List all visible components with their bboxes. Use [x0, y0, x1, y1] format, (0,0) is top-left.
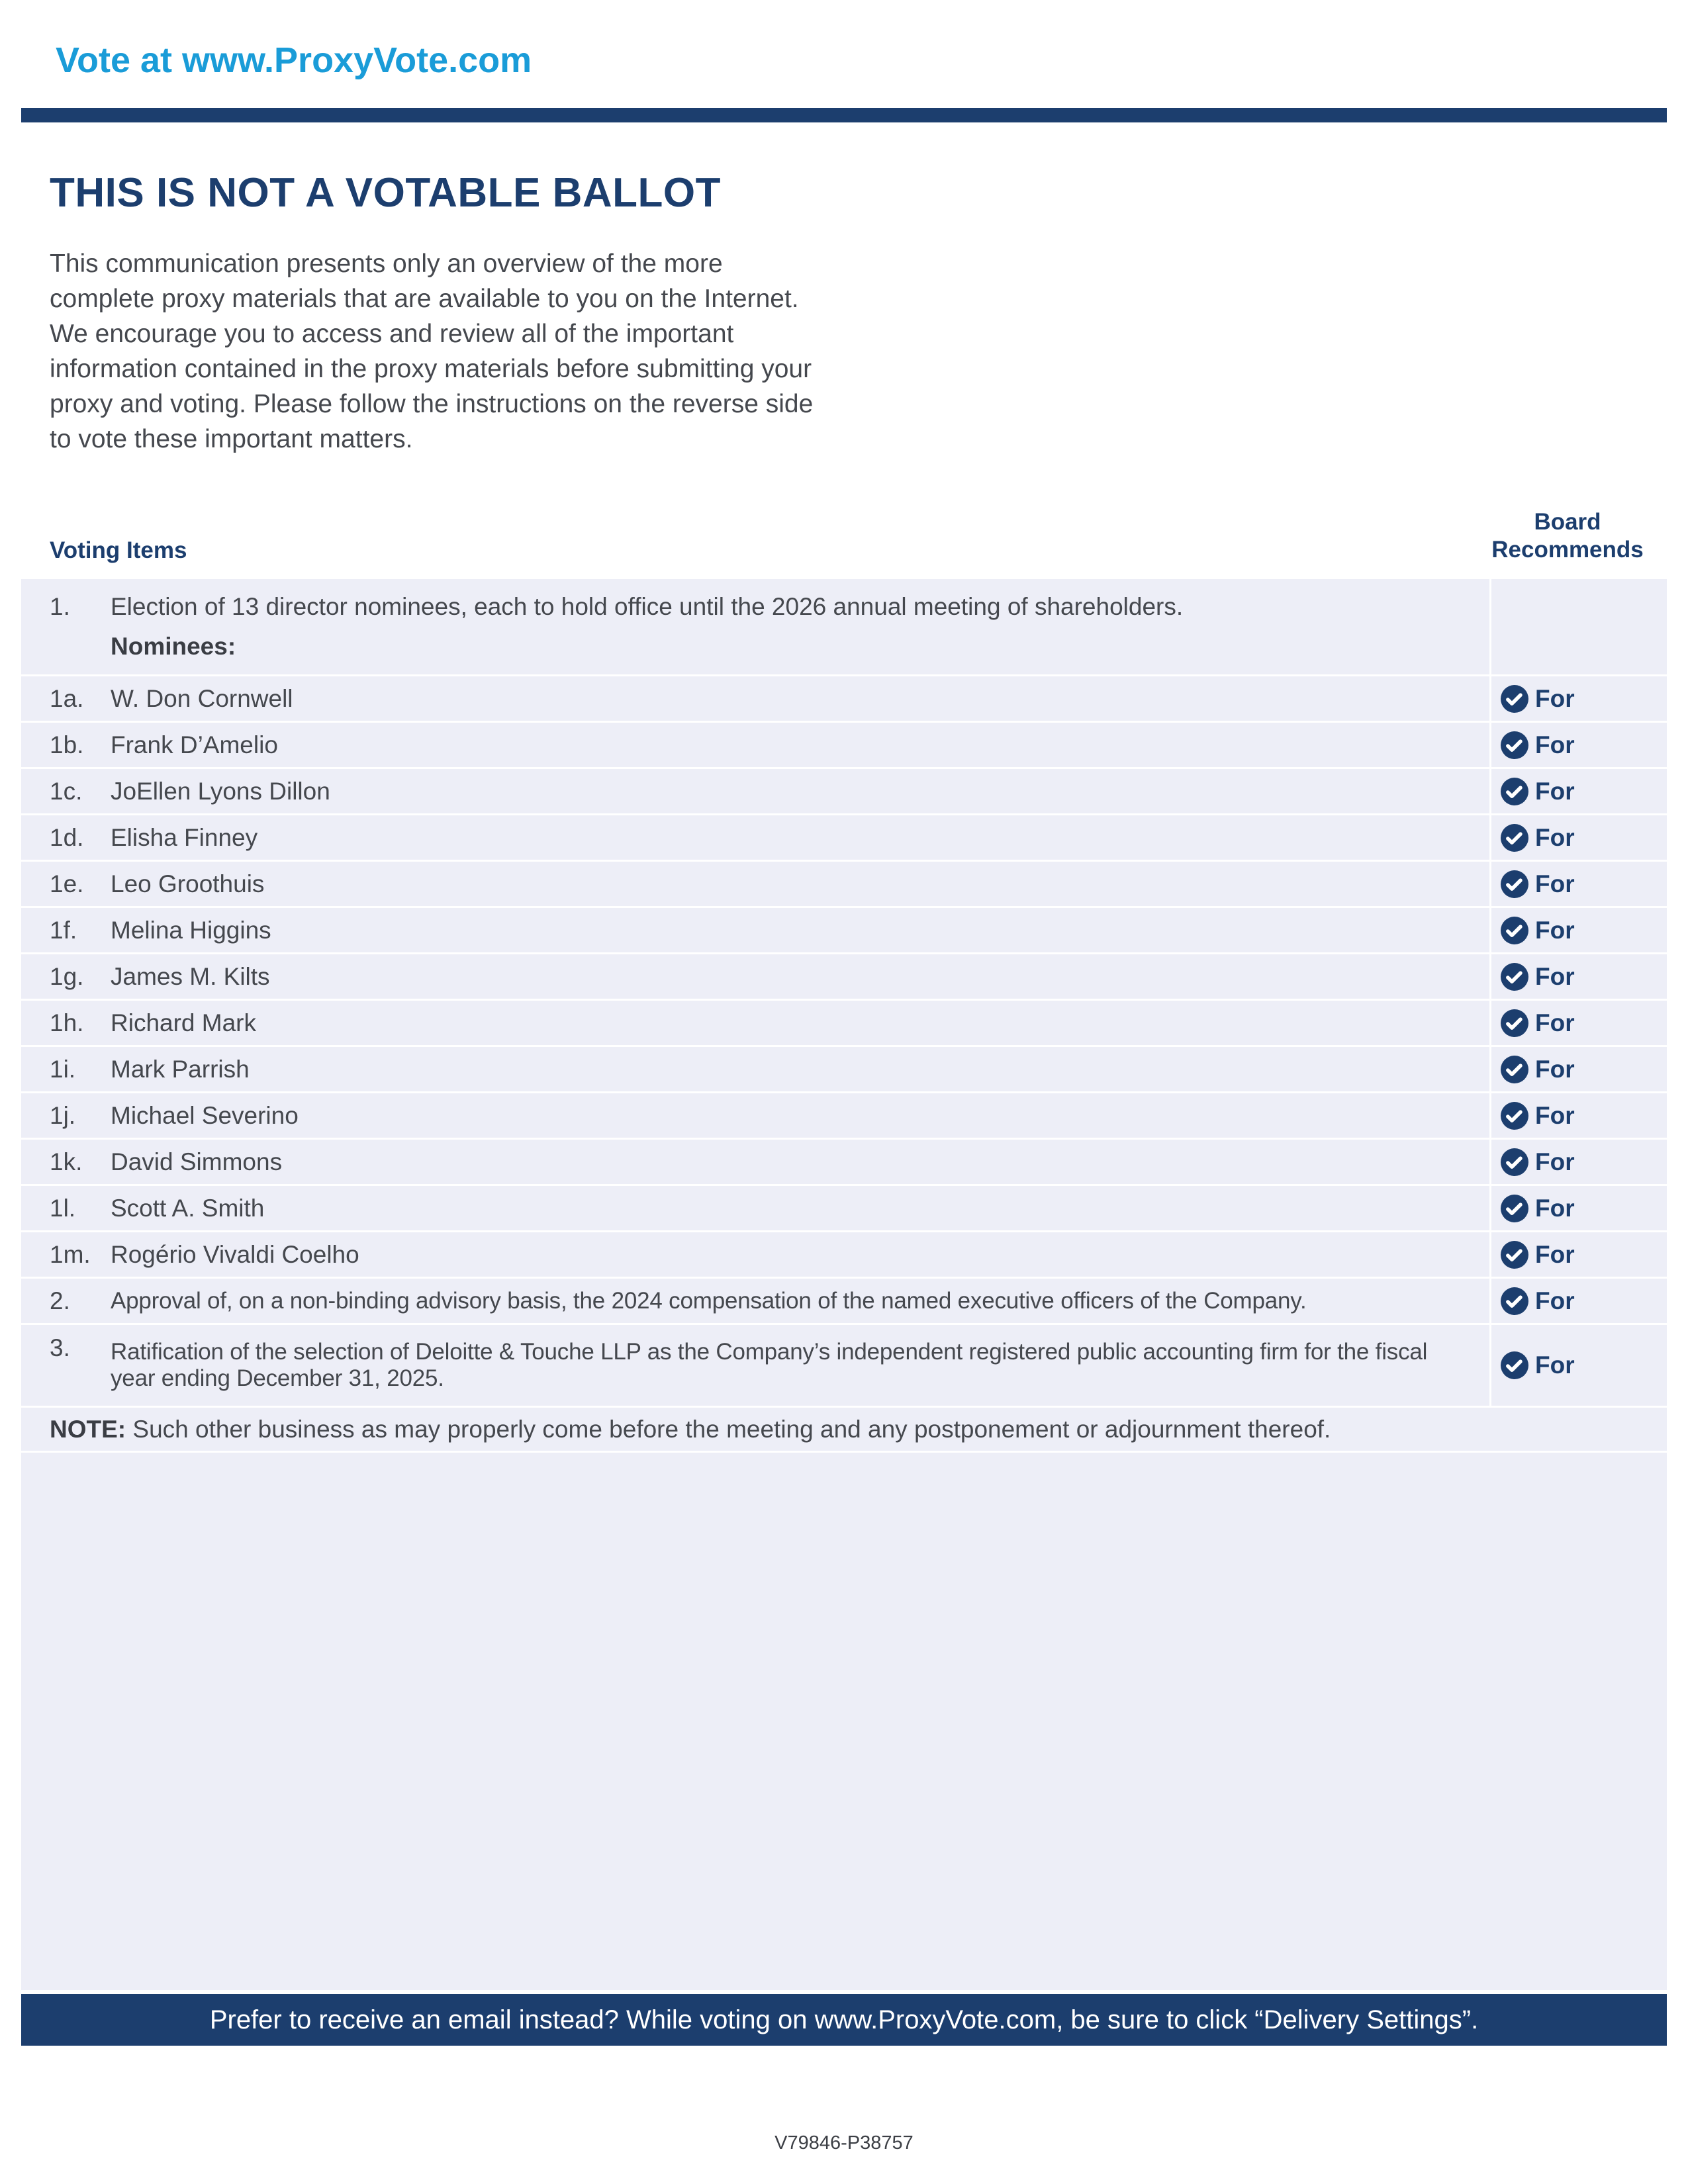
recommendation-label: For [1535, 962, 1575, 990]
note-text: Such other business as may properly come before the meeting and any postponement or adjournment thereof. [132, 1415, 1331, 1443]
board-recommendation-cell [1489, 815, 1667, 860]
board-recommendation-cell [1489, 1001, 1667, 1045]
recommendation-label: For [1535, 777, 1575, 805]
nominee-row [21, 906, 1667, 952]
table-column-headers [21, 503, 1667, 572]
board-recommendation-cell [1489, 908, 1667, 952]
nominee-name: Michael Severino [111, 1101, 299, 1129]
nominee-number: 1f. [50, 916, 77, 944]
board-recommendation-cell [1489, 954, 1667, 999]
page-title: THIS IS NOT A VOTABLE BALLOT [50, 170, 721, 216]
recommendation-label: For [1535, 1101, 1575, 1129]
board-recommendation-cell [1489, 1093, 1667, 1138]
recommendation-label: For [1535, 1351, 1575, 1379]
voting-item-1-row [21, 579, 1667, 674]
check-circle-icon [1501, 824, 1528, 852]
nominee-name: Leo Groothuis [111, 870, 265, 897]
nominee-row [21, 860, 1667, 906]
nominee-name: Rogério Vivaldi Coelho [111, 1240, 359, 1268]
recommendation-label: For [1535, 731, 1575, 758]
check-circle-icon [1501, 1351, 1528, 1379]
nominee-name: W. Don Cornwell [111, 684, 293, 712]
nominee-number: 1l. [50, 1194, 76, 1222]
note-label: NOTE: [50, 1415, 126, 1443]
intro-text: This communication presents only an overview of the more complete proxy materials that are available to you on the Internet. We encourage you to access and review all of the important information contained in the proxy materials before submitting your proxy and voting. Please follow the instructions on the reverse side to vote these important matters. [50, 250, 814, 453]
note-row [21, 1406, 1667, 1451]
recommendation-label: For [1535, 1194, 1575, 1222]
nominee-name: Frank D’Amelio [111, 731, 278, 758]
check-circle-icon [1501, 1195, 1528, 1222]
board-recommendation-cell [1489, 1325, 1667, 1406]
empty-table-area [21, 1451, 1667, 1990]
nominee-number: 1h. [50, 1009, 84, 1036]
document-control-number: V79846-P38757 [774, 2132, 914, 2154]
nominee-name: Elisha Finney [111, 823, 258, 851]
board-recommendation-cell [1489, 676, 1667, 721]
voting-item-3-row [21, 1323, 1667, 1406]
recommendation-label: For [1535, 1009, 1575, 1036]
nominee-number: 1a. [50, 684, 84, 712]
nominee-number: 1i. [50, 1055, 76, 1083]
nominee-name: Mark Parrish [111, 1055, 250, 1083]
nominee-name: Melina Higgins [111, 916, 271, 944]
recommendation-label: For [1535, 916, 1575, 944]
nominee-name: James M. Kilts [111, 962, 270, 990]
nominee-row [21, 1091, 1667, 1138]
nominee-row [21, 1138, 1667, 1184]
item-text: Ratification of the selection of Deloitte & Touche LLP as the Company’s independent registered public accounting firm for the fiscal year ending December 31, 2025. [111, 1339, 1428, 1391]
nominee-number: 1e. [50, 870, 84, 897]
check-circle-icon [1501, 1287, 1528, 1315]
nominees-label: Nominees: [111, 633, 236, 660]
voting-item-2-row [21, 1277, 1667, 1323]
recommendation-label: For [1535, 684, 1575, 712]
nominee-row [21, 767, 1667, 813]
recommendation-label: For [1535, 1148, 1575, 1175]
board-recommendation-cell [1489, 769, 1667, 813]
item-number: 2. [50, 1287, 70, 1314]
check-circle-icon [1501, 917, 1528, 944]
nominee-row [21, 1230, 1667, 1277]
item-text: Election of 13 director nominees, each to hold office until the 2026 annual meeting of shareholders. [111, 593, 1184, 620]
proxyvote-link[interactable]: Vote at www.ProxyVote.com [56, 40, 532, 80]
check-circle-icon [1501, 731, 1528, 759]
nominee-number: 1b. [50, 731, 84, 758]
voting-items-table [21, 579, 1667, 1990]
nominee-number: 1k. [50, 1148, 83, 1175]
recommendation-label: For [1535, 823, 1575, 851]
nominee-name: Richard Mark [111, 1009, 256, 1036]
nominee-number: 1g. [50, 962, 84, 990]
item-text: Approval of, on a non-binding advisory basis, the 2024 compensation of the named executive officers of the Company. [111, 1287, 1307, 1314]
board-recommendation-cell [1489, 1279, 1667, 1323]
nominee-row [21, 952, 1667, 999]
board-recommendation-cell [1489, 1140, 1667, 1184]
board-recommendation-cell [1489, 579, 1667, 674]
board-recommendation-cell [1489, 862, 1667, 906]
check-circle-icon [1501, 1102, 1528, 1130]
check-circle-icon [1501, 870, 1528, 898]
nominee-name: Scott A. Smith [111, 1194, 265, 1222]
nominee-row [21, 1184, 1667, 1230]
voting-items-header: Voting Items [50, 537, 187, 563]
nominee-row [21, 813, 1667, 860]
board-recommendation-cell [1489, 1232, 1667, 1277]
board-recommends-header: Board Recommends [1491, 509, 1644, 563]
recommendation-label: For [1535, 1240, 1575, 1268]
recommendation-label: For [1535, 870, 1575, 897]
email-preference-banner: Prefer to receive an email instead? While voting on www.ProxyVote.com, be sure to click “Delivery Settings”. [21, 1994, 1667, 2046]
board-recommendation-cell [1489, 1186, 1667, 1230]
nominee-row [21, 721, 1667, 767]
nominee-row [21, 1045, 1667, 1091]
item-number: 3. [50, 1334, 70, 1361]
check-circle-icon [1501, 963, 1528, 991]
item-number: 1. [50, 593, 70, 620]
recommendation-label: For [1535, 1287, 1575, 1314]
nominee-name: JoEllen Lyons Dillon [111, 777, 330, 805]
recommendation-label: For [1535, 1055, 1575, 1083]
board-recommendation-cell [1489, 1047, 1667, 1091]
nominee-row [21, 999, 1667, 1045]
nominee-number: 1c. [50, 777, 83, 805]
top-divider-bar [21, 108, 1667, 122]
nominee-name: David Simmons [111, 1148, 283, 1175]
nominee-number: 1j. [50, 1101, 76, 1129]
check-circle-icon [1501, 1056, 1528, 1083]
nominee-number: 1d. [50, 823, 84, 851]
check-circle-icon [1501, 778, 1528, 805]
nominee-row [21, 674, 1667, 721]
check-circle-icon [1501, 1148, 1528, 1176]
board-recommendation-cell [1489, 723, 1667, 767]
check-circle-icon [1501, 685, 1528, 713]
check-circle-icon [1501, 1009, 1528, 1037]
nominee-number: 1m. [50, 1240, 91, 1268]
check-circle-icon [1501, 1241, 1528, 1269]
